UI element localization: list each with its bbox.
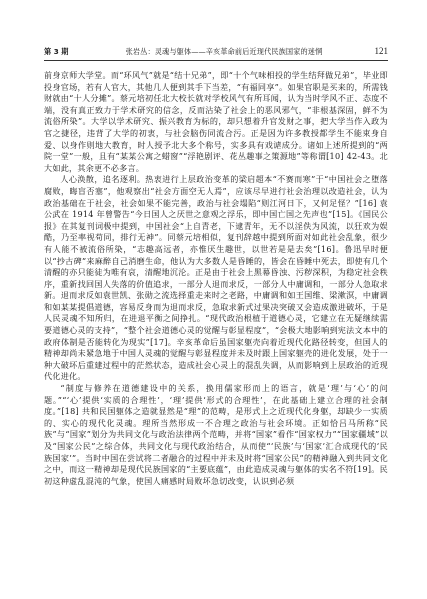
issue-label: 第 3 期 (44, 47, 69, 56)
running-header (44, 46, 388, 61)
running-title: 张岩丛：灵魂与躯体——辛亥革命前后近现代民族国家的迷惘 (125, 47, 323, 56)
paragraph: 人心涣散，追名逐利。热衷进行上层政治变革的梁启超本“不赛而寒”于“中国社会之堕落腐败，晦盲否塞”，他观察出“社会方面空无人焉”，应该尽早进行社会治理以改造社会，认为政治基础在于社会，社会如果不能完善，政治与社会塌陷“则江河日下，又何足怪？”[16] 袁公武在 1914 年曾警告“今日国人之厌世之意观之浮乐，即中国亡国之先声也”[15]。《国民公报》在其复刊词极中提到，中国社会“上自青老，下逮青年，无不以淫佚为风流，以狂欢为娱酷，乃至率视苟同，排行无神”。同蔡元培相似，复刊辞越中提到所面对如此社会乱象，很少有人能不被流俗所染，“志趣高远者，亦惟厌生趣世，以世若是是去矣”[16]。鲁迅早时便以“抄古碑”来麻醉自己消磨生命，他认为大多数人是昏睡的，皆会在昏睡中死去，即使有几个清醒的亦只能徒为唯有哀，清醒地沉沦。正是由于社会上黑幕昏浊、污秽深积，为稳定社会秩序，重新找回国人失落的价值追求，一部分人退而求反，一部分人中庸调和，一部分人急取求新。退而求反如袁世凯、张勋之流选择重走来时之老路，中庸调和如王国维、梁漱溟，中庸调和如某某提倡道德，容易反身而为退而求反，急取求新式过果决突破又会造成激进破坏，于是人民灵魂不知所归，在进退平衡之间挣扎。“现代政治根植于道德心灵，它建立在无疑继续需要道德心灵的支持”，“整个社会道德心灵的觉醒与彰显程度”，“会极大地影响到宪法文本中的政府体制是否能转化为现实”[17]。辛亥革命后虽国家躯壳向着近现代化路径转变，但国人的精神却尚未紧急地于中国人灵魂的觉醒与彰显程度并未及时跟上国家躯壳的进化发展，处于一种大破坏后重建过程中的茫然状态，造成社会心灵上的混乱失调，从而影响到上层政治的近现代化进化。 (44, 174, 388, 382)
page-number: 121 (374, 46, 388, 56)
paragraph-continued: 前身京师大学堂。而“环风气”就是“结十兄弟”，即“十个气味相投的学生结拜做兄弟”，毕业即投身官场，若有人官大，其他几人便到其手下当差，“有福同享”。如果官职是买来的，所需钱财就由“十人分摊”。蔡元培初任北大校长就对学校风气有所耳闻，认为当时学风不正、态度不端，没有真正致力于学术研究的信念，反而沾染了社会上的恶风邪气，“非根基深固，鲜不为流俗所染”。大学以学术研究、振兴教育为标的，却只想着升官发财之事，把大学当作入政为官之捷径，违背了大学的初衷，与社会脑伤同流合污。正是因为许多教授都学生不能束身自爱、以身作则地大教育，时人授予北大多个称号，实多具有戏谑成分。诸如上述所提到的“两院一堂”一般，且有“某某公寓之蜡窗”“浮艳剧评、花丛趣事之策源地”等称谓[10] 42-43。北大如此，其余更不必多言。 (44, 70, 388, 173)
article-body (44, 70, 388, 570)
paragraph: “制度与修养在道德建设中的关系，换用儒家形而上的语言，就是‘理’与‘心’的问题。”“‘心’提供‘实质的合理性’，‘理’提供‘形式的合理性’，在此基础上建立合理的社会制度。”[18] 共和民国躯体之造就显然是“理”的范畴，是形式上之近现代化身躯，却缺少一实质的、实心的现代化灵魂。理所当然形成一不合理之政治与社会环境。正如恰吕马所称“民族”与“国家”划分为共同文化与政治法律两个范畴，并将“国家”看作“国家权力”“国家疆域”以及“国家公民”之综合体，共同文化与现代政治结合，从而使“‘民族’与‘国家’汇合成现代的‘民族国家’”。当时中国在尝试将二者融合的过程中并未及时将“国家公民”的精神融入到共同文化之中，而这一精神却是现代民族国家的“主要底蕴”，由此造成灵魂与躯体的实名不符[19]。民初这种虚乱混沌的气象，使国人痛感时局败坏急切改变，认识到必须 (44, 383, 388, 486)
